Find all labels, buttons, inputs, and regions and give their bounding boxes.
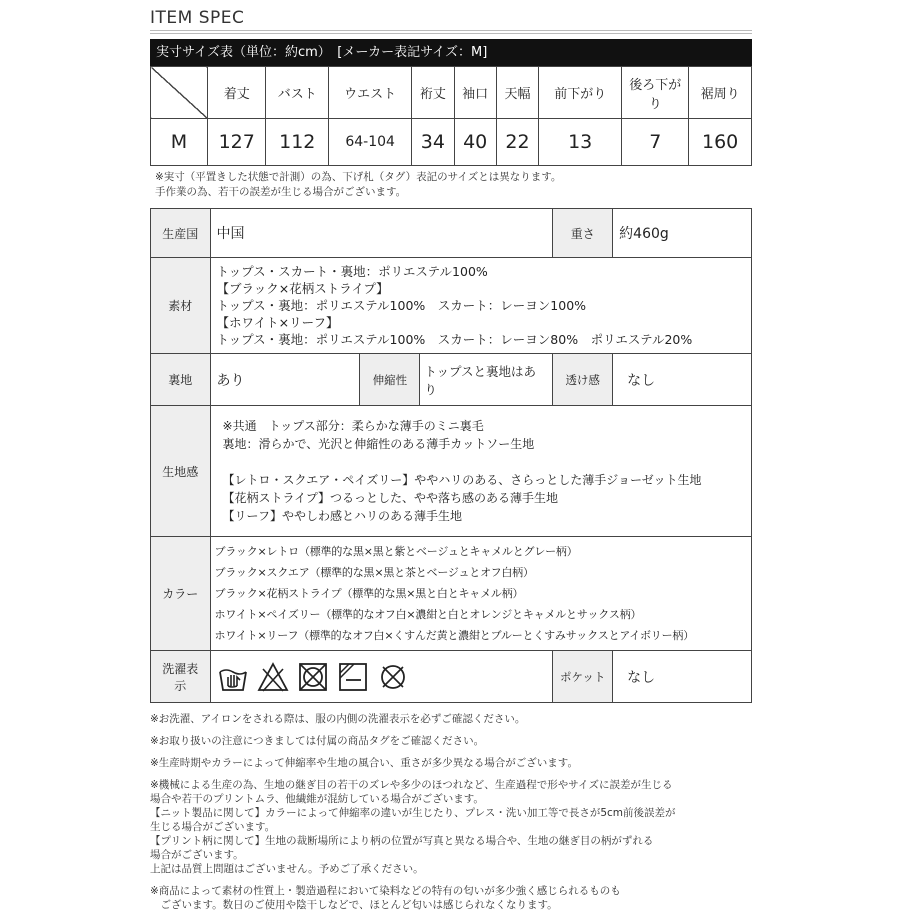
- notes-section: [150, 712, 676, 920]
- note-item: ※お取り扱いの注意につきましては付属の商品タグをご確認ください。: [150, 735, 485, 747]
- texture-line: 【レトロ・スクエア・ペイズリー】ややハリのある、さらっとした薄手ジョーゼット生地: [222, 473, 702, 487]
- no-tumble-dry-icon: [297, 661, 329, 693]
- weight-value: 約460g: [613, 209, 752, 258]
- lining-label: 裏地: [151, 354, 211, 406]
- no-dry-clean-icon: [377, 661, 409, 693]
- sheer-value: なし: [613, 354, 752, 406]
- size-table-header: 実寸サイズ表（単位：約cm） [メーカー表記サイズ：M]: [150, 39, 752, 66]
- size-col-header: 前下がり: [539, 67, 622, 119]
- color-item: ブラック×花柄ストライプ（標準的な黒×黒と白とキャメル柄）: [214, 587, 524, 600]
- size-value: 13: [539, 119, 622, 166]
- size-corner-cell: [151, 67, 208, 119]
- texture-spacer: [223, 453, 745, 471]
- size-col-header: 裾周り: [689, 67, 752, 119]
- origin-value: 中国: [210, 209, 553, 258]
- size-col-header: 裄丈: [412, 67, 454, 119]
- hand-wash-icon: [217, 661, 249, 693]
- size-value: 7: [622, 119, 689, 166]
- pocket-label: ポケット: [553, 651, 613, 703]
- size-value: 112: [266, 119, 329, 166]
- size-col-header: 袖口: [454, 67, 496, 119]
- size-col-header: 着丈: [208, 67, 266, 119]
- texture-line: 【花柄ストライプ】つるっとした、やや落ち感のある薄手生地: [222, 491, 558, 505]
- color-item: ホワイト×ペイズリー（標準的なオフ白×濃紺と白とオレンジとキャメルとサックス柄）: [214, 608, 642, 621]
- texture-line: 裏地：滑らかで、光沢と伸縮性のある薄手カットソー生地: [222, 437, 535, 451]
- size-value: 40: [454, 119, 496, 166]
- title-divider: [150, 33, 752, 34]
- size-value: 34: [412, 119, 454, 166]
- care-label: 洗濯表示: [151, 651, 211, 703]
- origin-label: 生産国: [151, 209, 211, 258]
- size-label: M: [151, 119, 208, 166]
- material-line: 【ホワイト×リーフ】: [216, 315, 339, 330]
- texture-line: ※共通 トップス部分：柔らかな薄手のミニ裏毛: [222, 419, 484, 433]
- material-label: 素材: [151, 258, 211, 354]
- color-item: ホワイト×リーフ（標準的なオフ白×くすんだ黄と濃紺とブルーとくすみサックスとアイボリー柄）: [214, 629, 695, 642]
- texture-label: 生地感: [151, 406, 211, 537]
- note-item: ※機械による生産の為、生地の継ぎ目の若干のズレや多少のほつれなど、生産過程で形やサイズに誤差が生じる 場合や若干のプリントムラ、他繊維が混紡している場合がございます。 【ニット製品に関して】カラーによって伸縮率の違いが生じたり、プレス・洗い加工等で長さが5cm前後誤差が 生じる場合がございます。 【プリント柄に関して】生地の裁断場所により柄の位置が写真と異なる場合や、生地の継ぎ目の柄がずれる 場合がございます。 上記は品質上問題はございません。予めご了承ください。: [150, 779, 676, 875]
- weight-label: 重さ: [553, 209, 613, 258]
- size-value: 64-104: [329, 119, 412, 166]
- stretch-label: 伸縮性: [360, 354, 420, 406]
- texture-line: 【リーフ】ややしわ感とハリのある薄手生地: [222, 509, 462, 523]
- color-list: [210, 537, 751, 651]
- size-value: 22: [496, 119, 538, 166]
- size-value: 160: [689, 119, 752, 166]
- material-line: 【ブラック×花柄ストライプ】: [216, 281, 389, 296]
- material-line: トップス・裏地：ポリエステル100% スカート：レーヨン100%: [216, 298, 587, 313]
- note-item: ※商品によって素材の性質上・製造過程において染料などの特有の匂いが多少強く感じられるものも ございます。数日のご使用や陰干しなどで、ほとんど匂いは感じられなくなります。: [150, 885, 621, 911]
- size-col-header: 天幅: [496, 67, 538, 119]
- title-divider: [150, 30, 752, 31]
- page-title: ITEM SPEC: [150, 8, 245, 28]
- size-value: 127: [208, 119, 266, 166]
- color-item: ブラック×レトロ（標準的な黒×黒と紫とベージュとキャメルとグレー柄）: [214, 545, 578, 558]
- size-note: [155, 170, 561, 200]
- size-note-line: ※実寸（平置きした状態で計測）の為、下げ札（タグ）表記のサイズとは異なります。: [155, 171, 562, 183]
- material-line: トップス・スカート・裏地：ポリエステル100%: [216, 264, 488, 279]
- spec-table: [150, 208, 752, 703]
- size-col-header: バスト: [266, 67, 329, 119]
- note-item: ※お洗濯、アイロンをされる際は、服の内側の洗濯表示を必ずご確認ください。: [150, 713, 526, 725]
- size-table: [150, 66, 752, 166]
- sheer-label: 透け感: [553, 354, 613, 406]
- color-item: ブラック×スクエア（標準的な黒×黒と茶とベージュとオフ白柄）: [214, 566, 534, 579]
- size-col-header: ウエスト: [329, 67, 412, 119]
- size-note-line: 手作業の為、若干の誤差が生じる場合がございます。: [155, 186, 407, 198]
- pocket-value: なし: [613, 651, 752, 703]
- care-icons-cell: [210, 651, 553, 703]
- flat-dry-shade-icon: [337, 661, 369, 693]
- size-col-header: 後ろ下がり: [622, 67, 689, 119]
- texture-value: [210, 406, 751, 537]
- color-label: カラー: [151, 537, 211, 651]
- material-value: [210, 258, 751, 354]
- no-bleach-icon: [257, 661, 289, 693]
- material-line: トップス・裏地：ポリエステル100% スカート：レーヨン80% ポリエステル20%: [216, 332, 693, 347]
- stretch-value: トップスと裏地はあり: [420, 354, 553, 406]
- note-item: ※生産時期やカラーによって伸縮率や生地の風合い、重さが多少異なる場合がございます。: [150, 757, 578, 769]
- lining-value: あり: [210, 354, 360, 406]
